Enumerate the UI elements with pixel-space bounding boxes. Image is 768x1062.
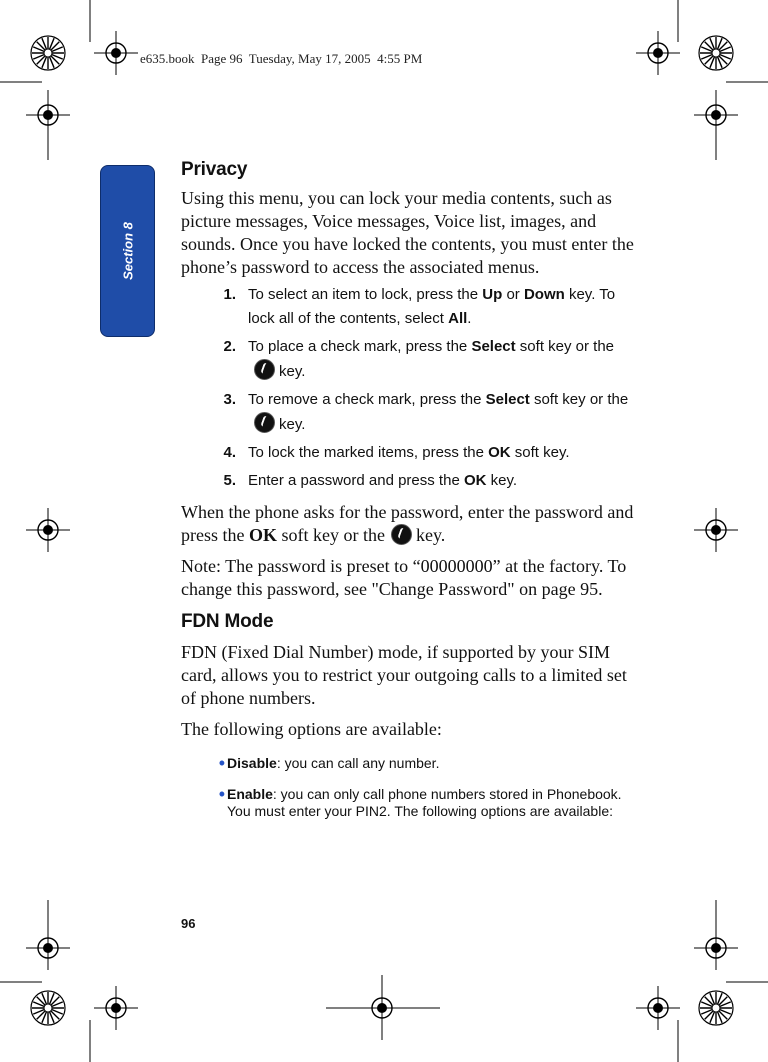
registration-target-icon bbox=[26, 508, 70, 552]
step-number: 3. bbox=[223, 391, 236, 408]
step-item bbox=[181, 283, 643, 331]
option-text: Enable: you can only call phone numbers stored in Phonebook. You must enter your PIN2. The following options are available: bbox=[227, 786, 622, 819]
list-item bbox=[181, 755, 643, 772]
registration-target-icon bbox=[694, 508, 738, 552]
registration-wheel-icon bbox=[31, 36, 65, 70]
fdn-options-intro: The following options are available: bbox=[181, 719, 442, 739]
step-number: 5. bbox=[223, 472, 236, 489]
step-item bbox=[181, 441, 643, 465]
privacy-steps bbox=[181, 283, 643, 493]
phone-nav-key-icon bbox=[391, 524, 412, 545]
step-number: 2. bbox=[223, 338, 236, 355]
step-number: 4. bbox=[223, 444, 236, 461]
step-item bbox=[181, 388, 643, 437]
bullet-dot-icon: • bbox=[218, 753, 225, 773]
registration-target-icon bbox=[26, 926, 70, 970]
phone-nav-key-icon bbox=[254, 359, 275, 380]
registration-wheel-icon bbox=[31, 991, 65, 1025]
registration-target-icon bbox=[26, 93, 70, 137]
password-paragraph: When the phone asks for the password, enter the password and press the OK soft key or the key. bbox=[181, 502, 634, 545]
step-text: Enter a password and press the OK key. bbox=[248, 472, 518, 489]
step-text: To select an item to lock, press the Up or Down key. To lock all of the contents, select All. bbox=[248, 286, 616, 327]
section-tab bbox=[100, 165, 155, 337]
registration-wheel-icon bbox=[699, 36, 733, 70]
phone-nav-key-icon bbox=[254, 412, 275, 433]
step-text: To remove a check mark, press the Select soft key or thekey. bbox=[248, 391, 629, 433]
step-number: 1. bbox=[223, 286, 236, 303]
list-item bbox=[181, 786, 643, 820]
privacy-intro: Using this menu, you can lock your media contents, such as picture messages, Voice messages, Voice list, images, and sounds. Once you have locked the contents, you must enter the phone’s password to access the associated menus. bbox=[181, 188, 634, 277]
step-item bbox=[181, 335, 643, 384]
registration-target-icon bbox=[694, 926, 738, 970]
privacy-heading: Privacy bbox=[181, 159, 248, 180]
section-tab-label: Section 8 bbox=[120, 222, 136, 280]
registration-target-icon bbox=[636, 986, 680, 1030]
step-text: To place a check mark, press the Select soft key or the key. bbox=[248, 338, 615, 380]
registration-target-icon bbox=[360, 986, 404, 1030]
registration-target-icon bbox=[94, 986, 138, 1030]
fdn-heading: FDN Mode bbox=[181, 611, 274, 632]
bullet-dot-icon: • bbox=[218, 784, 225, 804]
print-header: e635.book Page 96 Tuesday, May 17, 2005 4:55 PM bbox=[140, 51, 423, 66]
registration-target-icon bbox=[94, 31, 138, 75]
page-number: 96 bbox=[181, 916, 196, 931]
registration-wheel-icon bbox=[699, 991, 733, 1025]
step-item bbox=[181, 469, 643, 493]
option-text: Disable: you can call any number. bbox=[227, 755, 440, 771]
fdn-options bbox=[181, 755, 643, 820]
password-note: Note: The password is preset to “00000000” at the factory. To change this password, see "Change Password" on page 95. bbox=[181, 556, 627, 599]
fdn-intro: FDN (Fixed Dial Number) mode, if supported by your SIM card, allows you to restrict your outgoing calls to a limited set of phone numbers. bbox=[181, 642, 627, 708]
registration-target-icon bbox=[694, 93, 738, 137]
step-text: To lock the marked items, press the OK soft key. bbox=[248, 444, 570, 461]
page-content bbox=[181, 157, 643, 820]
registration-target-icon bbox=[636, 31, 680, 75]
